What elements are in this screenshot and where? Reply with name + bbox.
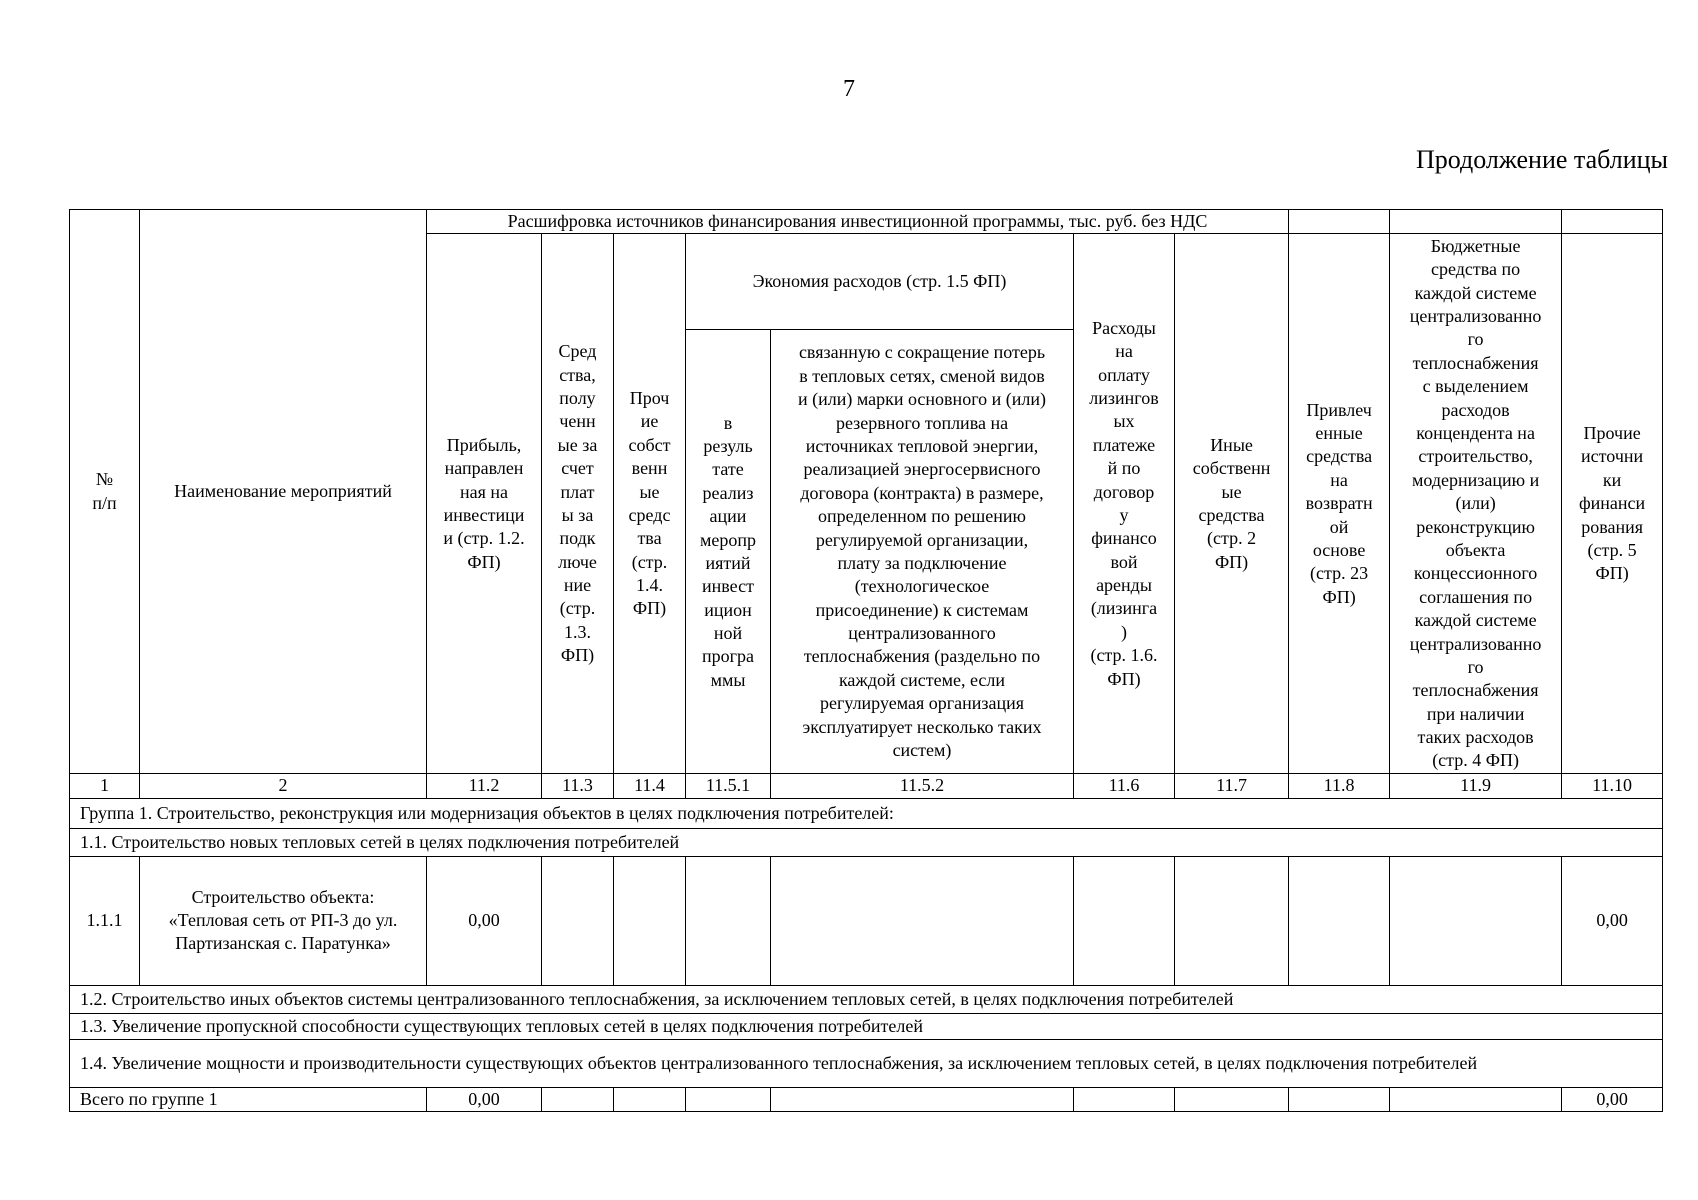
row-1-1-1-11-6 <box>1074 856 1175 985</box>
header-11-2: Прибыль, направлен ная на инвестици и (стр. 1.2. ФП) <box>427 234 542 774</box>
header-financing-sources: Расшифровка источников финансирования инвестиционной программы, тыс. руб. без НДС <box>427 210 1289 234</box>
num-col-11-5-2: 11.5.2 <box>771 774 1074 798</box>
page-number: 7 <box>843 76 855 102</box>
num-col-11-5-1: 11.5.1 <box>686 774 771 798</box>
header-name: Наименование мероприятий <box>140 210 427 774</box>
total-11-4 <box>614 1087 686 1111</box>
num-col-11-10: 11.10 <box>1562 774 1663 798</box>
header-11-5-2: связанную с сокращение потерь в тепловых сетях, сменой видов и (или) марки основного и (или) резервного топлива на источниках тепловой энергии, реализацией энергосервисного договора (контракта) в размере, определенном по решению регулируемой организации, плату за подключение (технологическое присоединение) к системам централизованного теплоснабжения (раздельно по каждой системе, если регулируемая организация эксплуатирует несколько таких систем) <box>771 330 1074 774</box>
header-number: № п/п <box>70 210 140 774</box>
row-1-1-1-11-8 <box>1289 856 1390 985</box>
row-1-1-1-11-5-1 <box>686 856 771 985</box>
row-1-1-1-number: 1.1.1 <box>70 856 140 985</box>
header-11-5-group: Экономия расходов (стр. 1.5 ФП) <box>686 234 1074 330</box>
table-row <box>70 856 1663 985</box>
total-11-8 <box>1289 1087 1390 1111</box>
num-col-11-3: 11.3 <box>542 774 614 798</box>
total-11-2: 0,00 <box>427 1087 542 1111</box>
num-col-11-2: 11.2 <box>427 774 542 798</box>
header-11-5-1: в резуль тате реализ ации меропр иятий инвест ицион ной програ ммы <box>686 330 771 774</box>
num-col-11-6: 11.6 <box>1074 774 1175 798</box>
num-col-11-4: 11.4 <box>614 774 686 798</box>
header-empty-11-8 <box>1289 210 1390 234</box>
continuation-label: Продолжение таблицы <box>1416 145 1668 174</box>
total-11-3 <box>542 1087 614 1111</box>
header-11-8: Привлеч енные средства на возвратн ой основе (стр. 23 ФП) <box>1289 234 1390 774</box>
total-11-10: 0,00 <box>1562 1087 1663 1111</box>
total-11-9 <box>1390 1087 1562 1111</box>
section-1-3: 1.3. Увеличение пропускной способности существующих тепловых сетей в целях подключения потребителей <box>70 1013 1663 1039</box>
num-col-11-7: 11.7 <box>1175 774 1289 798</box>
num-col-2: 2 <box>140 774 427 798</box>
total-11-5-2 <box>771 1087 1074 1111</box>
numbering-row <box>70 774 1663 798</box>
header-empty-11-9 <box>1390 210 1562 234</box>
row-1-1-1-11-9 <box>1390 856 1562 985</box>
header-11-3: Сред ства, полу ченн ые за счет плат ы за подк люче ние (стр. 1.3. ФП) <box>542 234 614 774</box>
num-col-11-9: 11.9 <box>1390 774 1562 798</box>
total-11-6 <box>1074 1087 1175 1111</box>
section-1-2: 1.2. Строительство иных объектов системы централизованного теплоснабжения, за исключением тепловых сетей, в целях подключения потребителей <box>70 985 1663 1013</box>
header-11-10: Прочие источни ки финанси рования (стр. 5 ФП) <box>1562 234 1663 774</box>
num-col-1: 1 <box>70 774 140 798</box>
header-11-7: Иные собственн ые средства (стр. 2 ФП) <box>1175 234 1289 774</box>
row-1-1-1-11-10: 0,00 <box>1562 856 1663 985</box>
row-1-1-1-11-5-2 <box>771 856 1074 985</box>
row-1-1-1-11-7 <box>1175 856 1289 985</box>
num-col-11-8: 11.8 <box>1289 774 1390 798</box>
header-11-4: Проч ие собст венн ые средс тва (стр. 1.4. ФП) <box>614 234 686 774</box>
row-1-1-1-11-2: 0,00 <box>427 856 542 985</box>
total-11-5-1 <box>686 1087 771 1111</box>
total-group-1-label: Всего по группе 1 <box>70 1087 427 1111</box>
header-11-9: Бюджетные средства по каждой системе централизованно го теплоснабжения с выделением расходов концендента на строительство, модернизацию и (или) реконструкцию объекта концессионного соглашения по каждой системе централизованно го теплоснабжения при наличии таких расходов (стр. 4 ФП) <box>1390 234 1562 774</box>
group-1-title: Группа 1. Строительство, реконструкция или модернизация объектов в целях подключения потребителей: <box>70 798 1663 828</box>
row-1-1-1-11-3 <box>542 856 614 985</box>
total-11-7 <box>1175 1087 1289 1111</box>
row-1-1-1-name: Строительство объекта: «Тепловая сеть от РП-3 до ул. Партизанская с. Паратунка» <box>140 856 427 985</box>
total-row <box>70 1087 1663 1111</box>
financing-table <box>69 209 1663 1112</box>
header-empty-11-10 <box>1562 210 1663 234</box>
section-1-4: 1.4. Увеличение мощности и производительности существующих объектов централизованного теплоснабжения, за исключением тепловых сетей, в целях подключения потребителей <box>70 1039 1663 1087</box>
header-11-6: Расходы на оплату лизингов ых платеже й по договор у финансо вой аренды (лизинга ) (стр. 1.6. ФП) <box>1074 234 1175 774</box>
row-1-1-1-11-4 <box>614 856 686 985</box>
section-1-1: 1.1. Строительство новых тепловых сетей в целях подключения потребителей <box>70 828 1663 856</box>
